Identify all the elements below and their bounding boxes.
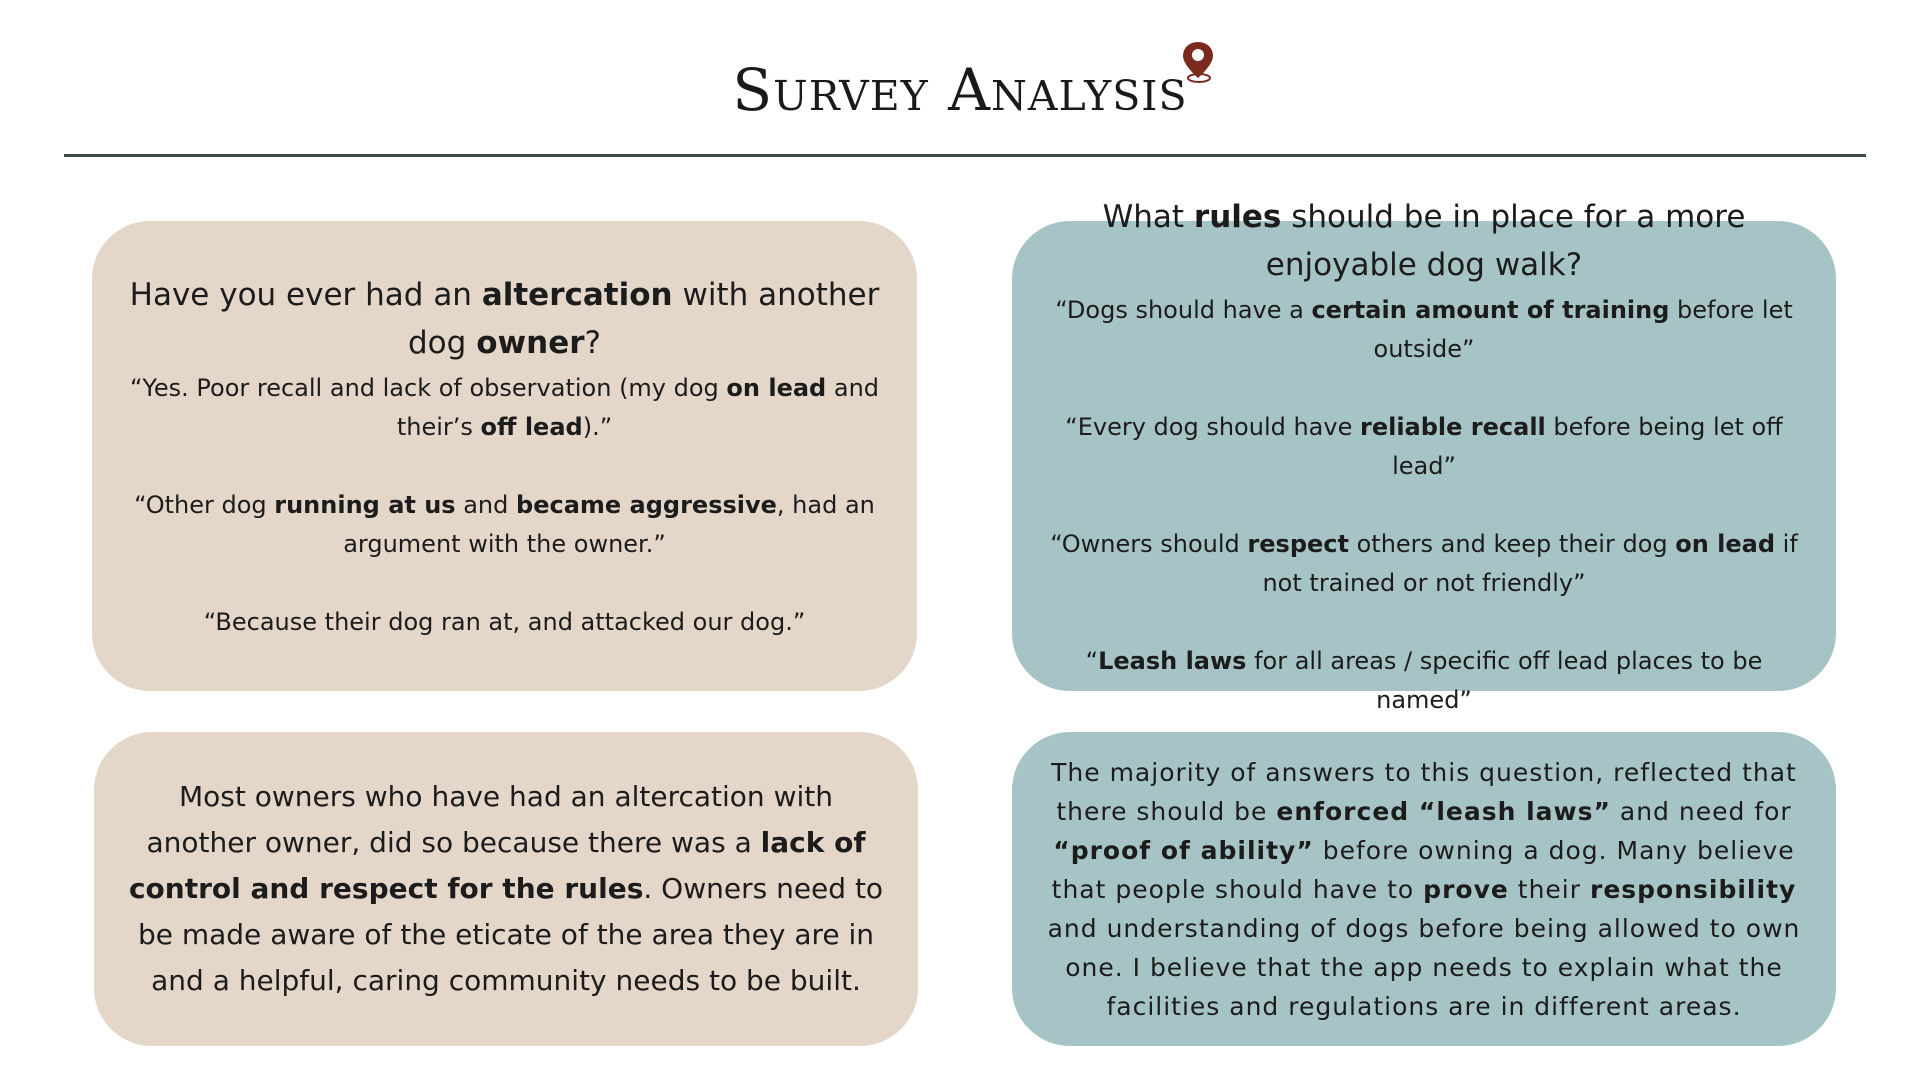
rules-summary-card	[1012, 732, 1836, 1046]
location-pin-icon	[1178, 40, 1218, 84]
altercation-question-card	[92, 221, 917, 691]
rules-quote-1: “Dogs should have a certain amount of training before let outside”	[1055, 295, 1793, 363]
title-divider	[64, 154, 1866, 157]
rules-question-card	[1012, 198, 1836, 714]
altercation-summary-text: Most owners who have had an altercation with another owner, did so because there was a lack of control and respect for the rules. Owners need to be made aware of the eticate of the area they are in and a helpful, caring community needs to be built.	[128, 780, 884, 997]
rules-quote-4: “Leash laws for all areas / specific off lead places to be named”	[1085, 646, 1763, 714]
rules-quote-2: “Every dog should have reliable recall before being let off lead”	[1065, 412, 1783, 480]
altercation-quote-1: “Yes. Poor recall and lack of observation (my dog on lead and their’s off lead).”	[129, 373, 880, 441]
rules-question: What rules should be in place for a more enjoyable dog walk?	[1102, 198, 1746, 283]
page-title: Survey Analysis	[732, 56, 1188, 124]
rules-quote-3: “Owners should respect others and keep their dog on lead if not trained or not friendly”	[1050, 529, 1798, 597]
altercation-quote-3: “Because their dog ran at, and attacked our dog.”	[203, 607, 806, 636]
rules-summary-text: The majority of answers to this question, reflected that there should be enforced “leash laws” and need for “proof of ability” before owning a dog. Many believe that people should have to prove their responsibility and understanding of dogs before being allowed to own one. I believe that the app needs to explain what the facilities and regulations are in different areas.	[1047, 757, 1801, 1021]
altercation-quote-2: “Other dog running at us and became aggressive, had an argument with the owner.”	[134, 490, 875, 558]
altercation-question: Have you ever had an altercation with another dog owner?	[129, 276, 880, 361]
altercation-summary-card	[94, 732, 918, 1046]
